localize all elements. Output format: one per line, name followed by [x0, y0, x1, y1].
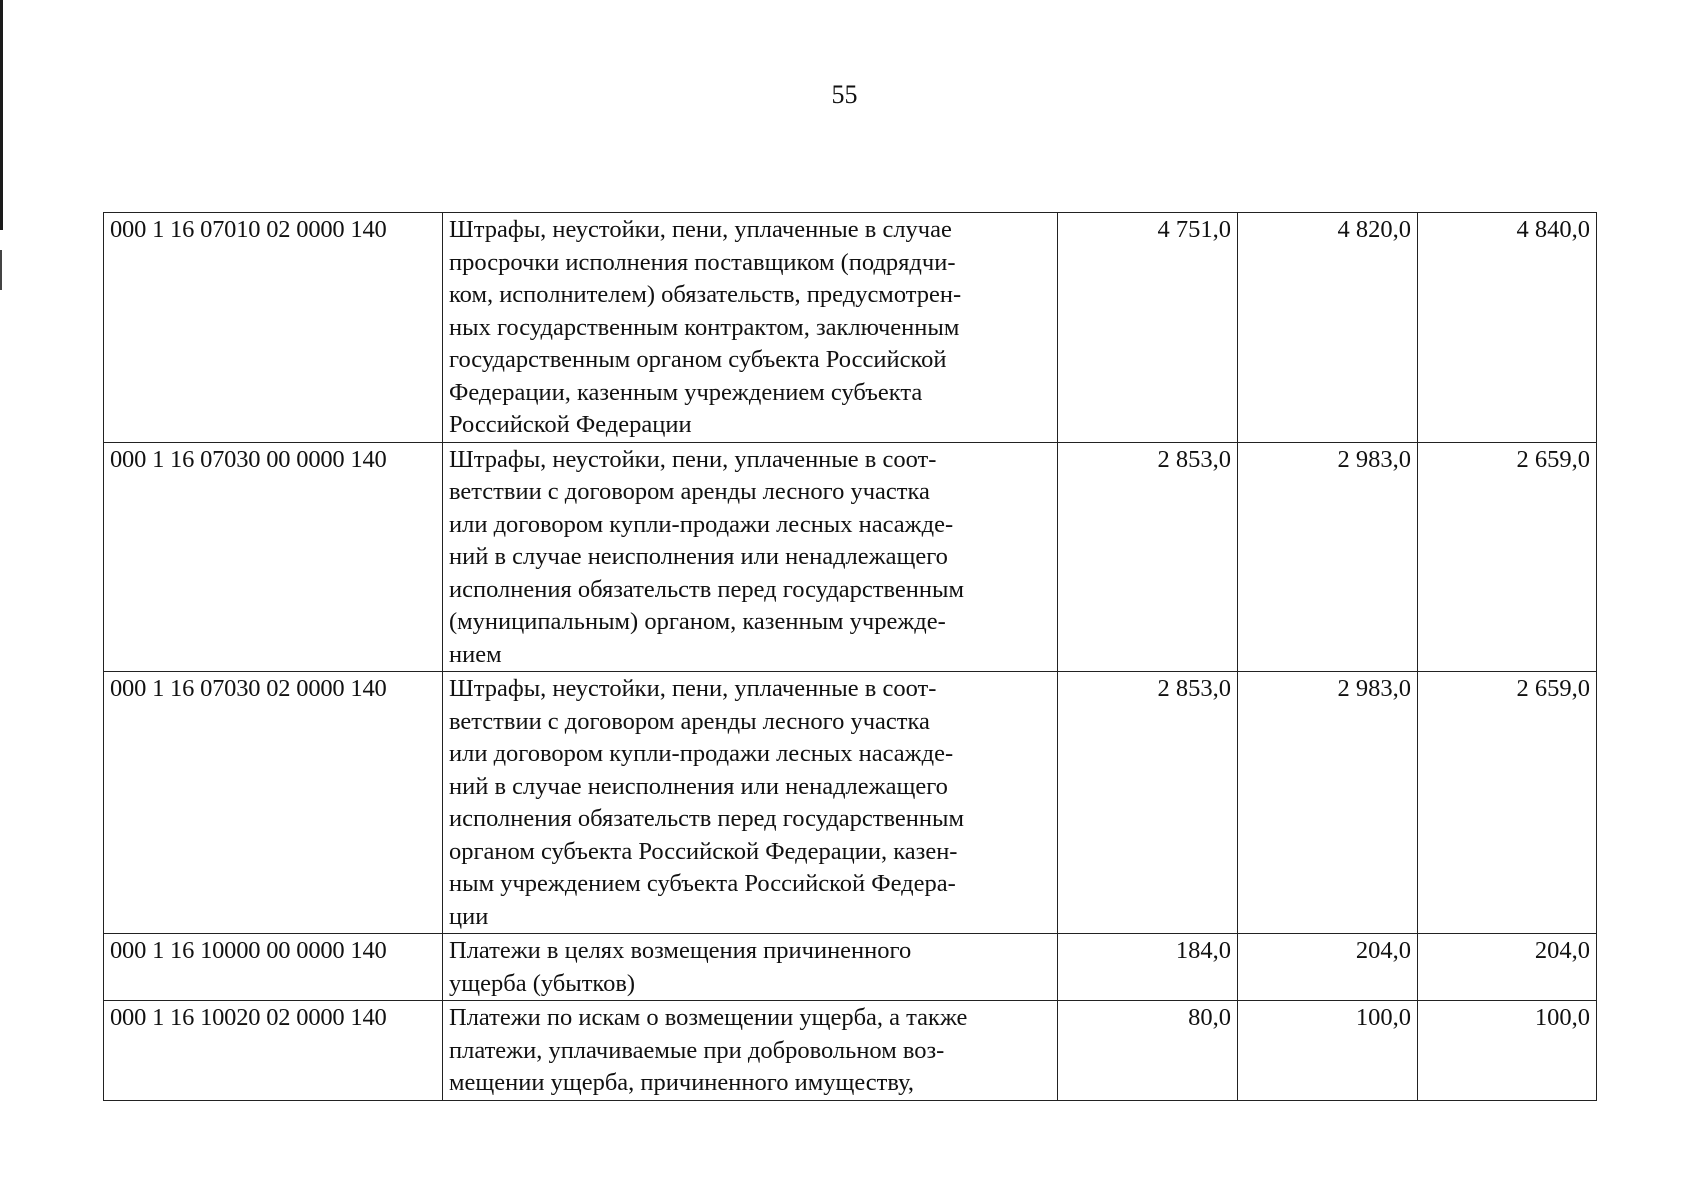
value-cell-3: 2 659,0	[1418, 672, 1597, 934]
name-line: Платежи в целях возмещения причиненного	[449, 937, 912, 964]
name-line: государственным органом субъекта Российской	[449, 346, 947, 373]
value-cell-2: 204,0	[1238, 934, 1418, 1001]
value-cell-2: 2 983,0	[1238, 672, 1418, 934]
name-line: платежи, уплачиваемые при добровольном воз-	[449, 1036, 945, 1064]
name-line: или договором купли-продажи лесных насажде-	[449, 740, 954, 767]
name-line: Платежи по искам о возмещении ущерба, а также	[449, 1004, 968, 1031]
value-cell-1: 2 853,0	[1058, 442, 1238, 672]
name-line: ний в случае неисполнения или ненадлежащего	[449, 772, 948, 800]
name-line: ветствии с договором аренды лесного участка	[449, 707, 930, 735]
table-row	[104, 672, 1597, 934]
name-line: органом субъекта Российской Федерации, казен-	[449, 837, 958, 865]
name-line: ветствии с договором аренды лесного участка	[449, 478, 930, 505]
name-line: ции	[449, 902, 489, 930]
value-cell-3: 204,0	[1418, 934, 1597, 1001]
budget-code-cell: 000 1 16 07010 02 0000 140	[104, 213, 443, 443]
name-line: ных государственным контрактом, заключенным	[449, 313, 960, 341]
value-cell-2: 4 820,0	[1238, 213, 1418, 443]
value-cell-3: 4 840,0	[1418, 213, 1597, 443]
value-cell-1: 80,0	[1058, 1001, 1238, 1101]
name-line: (муниципальным) органом, казенным учрежде-	[449, 608, 946, 635]
name-line: ным учреждением субъекта Российской Федера-	[449, 870, 956, 897]
revenue-name-cell	[443, 213, 1058, 443]
page-number: 55	[831, 80, 858, 109]
value-cell-1: 184,0	[1058, 934, 1238, 1001]
name-line: Штрафы, неустойки, пени, уплаченные в соот-	[449, 675, 937, 702]
name-line: исполнения обязательств перед государственным	[449, 575, 964, 603]
name-line: исполнения обязательств перед государственным	[449, 805, 964, 832]
name-line: мещении ущерба, причиненного имуществу,	[449, 1069, 915, 1096]
revenue-name-cell	[443, 934, 1058, 1001]
budget-code-cell: 000 1 16 07030 00 0000 140	[104, 442, 443, 672]
value-cell-2: 2 983,0	[1238, 442, 1418, 672]
name-line: Российской Федерации	[449, 411, 692, 438]
value-cell-3: 2 659,0	[1418, 442, 1597, 672]
name-line: ущерба (убытков)	[449, 969, 636, 997]
table-row	[104, 1001, 1597, 1101]
name-line: просрочки исполнения поставщиком (подрядчи-	[449, 248, 956, 276]
budget-code-cell: 000 1 16 10020 02 0000 140	[104, 1001, 443, 1101]
value-cell-1: 2 853,0	[1058, 672, 1238, 934]
scan-edge-mark-lower	[0, 250, 2, 290]
table-row	[104, 934, 1597, 1001]
budget-code-cell: 000 1 16 10000 00 0000 140	[104, 934, 443, 1001]
budget-revenue-table	[103, 212, 1597, 1101]
value-cell-1: 4 751,0	[1058, 213, 1238, 443]
revenue-name-cell	[443, 1001, 1058, 1101]
name-line: Штрафы, неустойки, пени, уплаченные в случае	[449, 216, 952, 243]
value-cell-3: 100,0	[1418, 1001, 1597, 1101]
name-line: ком, исполнителем) обязательств, предусмотрен-	[449, 281, 962, 308]
budget-code-cell: 000 1 16 07030 02 0000 140	[104, 672, 443, 934]
name-line: Штрафы, неустойки, пени, уплаченные в соот-	[449, 445, 937, 473]
name-line: или договором купли-продажи лесных насажде-	[449, 510, 954, 538]
table-row	[104, 442, 1597, 672]
scan-edge-mark	[0, 0, 3, 230]
revenue-name-cell	[443, 672, 1058, 934]
table-row	[104, 213, 1597, 443]
revenue-name-cell	[443, 442, 1058, 672]
name-line: Федерации, казенным учреждением субъекта	[449, 378, 923, 406]
name-line: нием	[449, 640, 502, 668]
value-cell-2: 100,0	[1238, 1001, 1418, 1101]
name-line: ний в случае неисполнения или ненадлежащего	[449, 543, 948, 570]
